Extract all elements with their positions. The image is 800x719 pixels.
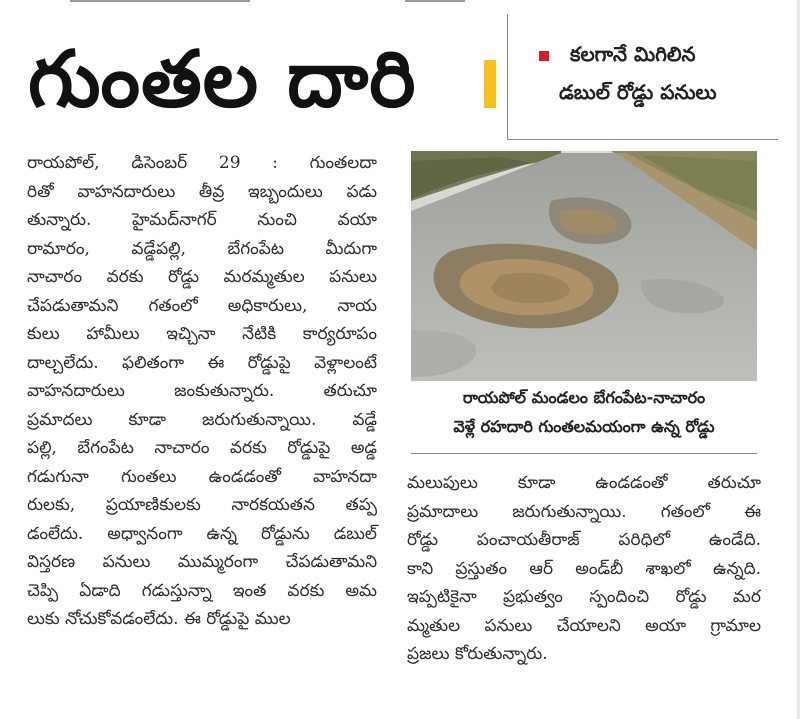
- article-body-left: [27, 149, 377, 634]
- top-rule-left: [70, 0, 250, 2]
- body-line: రామారం, వడ్డేపల్లి, బేగంపేట మీదుగా: [27, 238, 377, 259]
- body-line: మ్మతుల పనులు చేయాలని అయా గ్రామాల: [407, 615, 761, 636]
- top-rule-right: [405, 0, 465, 2]
- square-bullet-icon: [539, 51, 549, 61]
- body-line: మలుపులు కూడా ఉండడంతో తరుచూ: [407, 473, 761, 493]
- accent-bar: [484, 60, 496, 108]
- body-line: గడుగునా గుంతలు ఉండడంతో వాహనదా: [27, 466, 377, 487]
- body-line: రోడ్డు పంచాయతీరాజ్ పరిధిలో ఉండేది.: [407, 530, 761, 550]
- caption-line-2: వెళ్లే రహదారి గుంతలమయంగా ఉన్న రోడ్డు: [453, 417, 715, 436]
- article-body-right: [407, 469, 761, 669]
- body-line: రాయపోల్, డిసెంబర్ 29 : గుంతలదా: [27, 153, 377, 173]
- body-line: ప్రమాదాలు జరుగుతున్నాయి. గతంలో ఈ: [407, 501, 761, 522]
- body-line: విస్తరణ పనులు ముమ్మరంగా చేపడుతామని: [27, 552, 377, 572]
- body-line: ఇప్పటికైనా ప్రభుత్వం స్పందించి రోడ్డు మర: [407, 587, 761, 607]
- road-potholes-photo: [411, 151, 757, 381]
- body-line: రితో వాహనదారులు తీవ్ర ఇబ్బందులు పడు: [27, 181, 377, 202]
- subheading-line-2: డబుల్ రోడ్డు పనులు: [559, 80, 717, 104]
- photo-caption: [411, 383, 757, 454]
- body-line: ప్రజలు కోరుతున్నారు.: [407, 644, 548, 664]
- body-line: చేపడుతామని గతంలో అధికారులు, నాయ: [27, 295, 377, 316]
- body-line: పల్లి, బేగంపేట నాచారం వరకు రోడ్డుపై అడ్డ: [27, 438, 377, 458]
- clipped-top-edge: [0, 0, 800, 8]
- caption-line-1: రాయపోల్ మండలం బేగంపేట-నాచారం: [462, 388, 706, 407]
- article-headline: గుంతల దారి: [28, 35, 417, 125]
- body-line: లుకు నోచుకోవడంలేదు. ఈ రోడ్డుపై ముల: [27, 609, 291, 629]
- photo-illustration: [411, 151, 757, 381]
- subheading-box: [507, 14, 778, 140]
- subheading-line-1: కలగానే మిగిలిన: [570, 42, 696, 66]
- body-line: రులకు, ప్రయాణికులకు నారకయతన తప్ప: [27, 495, 377, 515]
- body-line: దాల్చలేదు. ఫలితంగా ఈ రోడ్డుపై వెళ్లాలంటే: [27, 352, 377, 373]
- body-line: ప్రమాదలు కూడా జరుగుతున్నాయి. వడ్డే: [27, 409, 377, 430]
- body-line: చెప్పి ఏడాది గడుస్తున్నా ఇంత వరకు అమ: [27, 580, 377, 601]
- body-line: కులు హామీలు ఇచ్చినా నేటికి కార్యరూపం: [27, 324, 377, 344]
- body-line: తున్నారు. హైమద్‌నాగర్ నుంచి వయా: [27, 210, 377, 230]
- body-line: వాహనదారులు జంకుతున్నారు. తరుచూ: [27, 381, 377, 401]
- body-line: డంలేదు. అధ్వానంగా ఉన్న రోడ్డును డబుల్: [27, 523, 377, 544]
- body-line: కాని ప్రస్తుతం ఆర్ అండ్‌బీ శాఖలో ఉన్నది.: [407, 558, 761, 579]
- body-line: నాచారం వరకు రోడ్డు మరమ్మతుల పనులు: [27, 267, 377, 287]
